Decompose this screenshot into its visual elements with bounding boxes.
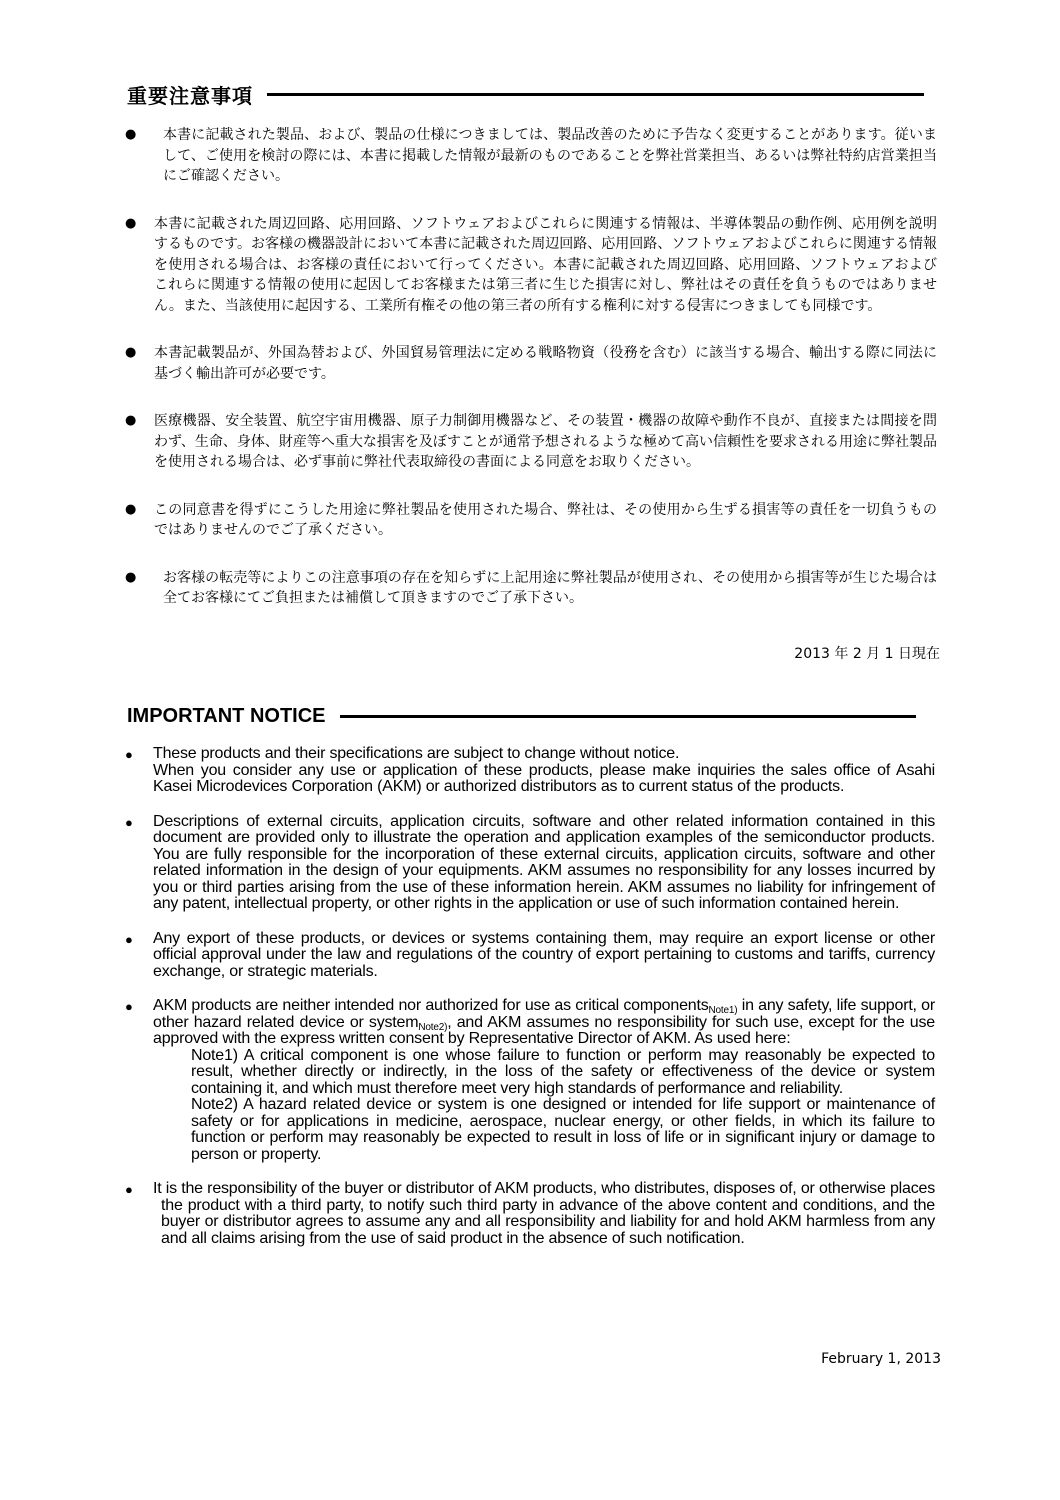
notice-text: 本書に記載された周辺回路、応用回路、ソフトウェアおよびこれらに関連する情報は、半導体製品の動作例、応用例を説明するものです。お客様の機器設計において本書に記載された周辺回路、応用回路、ソフトウェアおよびこれらに関連する情報を使用される場合は、お客様の責任において行ってください。本書に記載された周辺回路、応用回路、ソフトウェアおよびこれらに関連する情報の使用に起因してお客様または第三者に生じた損害に対し、弊社はその責任を負うものではありません。また、当該使用に起因する、工業所有権その他の第三者の所有する権利に対する侵害につきましても同様です。 — [154, 215, 937, 314]
list-item — [125, 214, 937, 317]
bullet-icon: ● — [125, 215, 137, 231]
english-notice-date: February 1, 2013 — [821, 1351, 941, 1367]
notice-text: 本書記載製品が、外国為替および、外国貿易管理法に定める戦略物資（役務を含む）に該当する場合、輸出する際に同法に基づく輸出許可が必要です。 — [154, 345, 937, 382]
japanese-notice-header — [127, 80, 924, 109]
heading-rule — [340, 715, 916, 718]
notice-text-part: , and AKM assumes no responsibility for such use, except for the use approved with the express written consent by Representative Director of AKM. As used here: — [153, 1013, 935, 1047]
notice-text: These products and their specifications are subject to change without notice. — [153, 745, 680, 762]
bullet-icon: ● — [125, 501, 137, 517]
footnote-marker: Note1) — [708, 1005, 738, 1016]
notice-text: It is the responsibility of the buyer or distributor of AKM products, who distributes, disposes of, or otherwise places the product with a third party, to notify such third party in advance of the above content and conditions, and the buyer or distributor agrees to assume any and all responsibility and liability for and hold AKM harmless from any and all claims arising from the use of said product in the absence of such notification. — [153, 1180, 935, 1247]
list-item — [125, 411, 937, 473]
bullet-icon: ● — [125, 127, 137, 142]
heading-rule — [267, 93, 924, 96]
notice-text-part: in any safety, life support, or other hazard related device or system — [153, 997, 935, 1031]
bullet-icon: ● — [125, 999, 133, 1014]
bullet-icon: ● — [125, 931, 133, 947]
list-item — [125, 343, 937, 384]
japanese-notice-date: 2013 年 2 月 1 日現在 — [794, 646, 940, 662]
bullet-icon: ● — [125, 569, 137, 585]
footnote-marker: Note2) — [418, 1021, 448, 1033]
notice-text: お客様の転売等によりこの注意事項の存在を知らずに上記用途に弊社製品が使用され、その使用から損害等が生じた場合は全てお客様にてご負担または補償して頂きますのでご了承下さい。 — [163, 569, 937, 606]
note-2-text: Note2) A hazard related device or system is one designed or intended for life support or maintenance of safety or for applications in medicine, aerospace, nuclear energy, or other fields, in which its failure to function or perform may reasonably be expected to result in loss of life or in significant injury or damage to person or property. — [191, 1096, 935, 1163]
list-item — [125, 746, 935, 796]
english-notice-list — [125, 746, 935, 1265]
list-item — [125, 125, 937, 187]
notice-text-part: AKM products are neither intended nor authorized for use as critical components — [153, 997, 709, 1014]
bullet-icon: ● — [125, 747, 133, 762]
notice-text — [153, 998, 935, 1048]
japanese-notice-title: 重要注意事項 — [127, 84, 253, 108]
notice-text: Descriptions of external circuits, application circuits, software and other related information contained in this document are provided only to illustrate the operation and application examples of the semiconductor products. You are fully responsible for the incorporation of these external circuits, application circuits, software and other related information in the design of your equipments. AKM assumes no responsibility for any losses incurred by you or third parties arising from the use of these information herein. AKM assumes no liability for infringement of any patent, intellectual property, or other rights in the application or use of such information contained herein. — [153, 812, 935, 912]
english-notice-title: IMPORTANT NOTICE — [127, 705, 326, 727]
notice-text: When you consider any use or application of these products, please make inquiries the sales office of Asahi Kasei Microdevices Corporation (AKM) or authorized distributors as to current status of the products. — [153, 761, 935, 795]
bullet-icon: ● — [125, 413, 137, 428]
notice-text: 本書に記載された製品、および、製品の仕様につきましては、製品改善のために予告なく変更することがあります。従いまして、ご使用を検討の際には、本書に掲載した情報が最新のものであることを弊社営業担当、あるいは弊社特約店営業担当にご確認ください。 — [163, 127, 937, 184]
bullet-icon: ● — [125, 814, 133, 830]
note-1-text: Note1) A critical component is one whose failure to function or perform may reasonably be expected to result, whether directly or indirectly, in the loss of the safety or effectiveness of the device or system containing it, and which must therefore meet very high standards of performance and reliability. — [191, 1046, 935, 1097]
list-item — [125, 931, 935, 981]
japanese-notice-list — [125, 125, 937, 636]
notice-text: 医療機器、安全装置、航空宇宙用機器、原子力制御用機器など、その装置・機器の故障や動作不良が、直接または間接を問わず、生命、身体、財産等へ重大な損害を及ぼすことが通常予想されるような極めて高い信頼性を要求される用途に弊社製品を使用される場合は、必ず事前に弊社代表取締役の書面による同意をお取りください。 — [154, 413, 937, 470]
list-item — [125, 568, 937, 609]
list-item — [125, 998, 935, 1163]
bullet-icon: ● — [125, 1182, 133, 1197]
notice-text: Any export of these products, or devices or systems containing them, may require an export license or other official approval under the law and regulations of the country of export pertaining to customs and tariffs, currency exchange, or strategic materials. — [153, 929, 935, 980]
bullet-icon: ● — [125, 345, 137, 360]
list-item — [125, 814, 935, 913]
notice-text: この同意書を得ずにこうした用途に弊社製品を使用された場合、弊社は、その使用から生ずる損害等の責任を一切負うものではありませんのでご了承ください。 — [154, 501, 937, 538]
list-item — [125, 1181, 935, 1247]
english-notice-header — [127, 705, 916, 728]
list-item — [125, 500, 937, 541]
